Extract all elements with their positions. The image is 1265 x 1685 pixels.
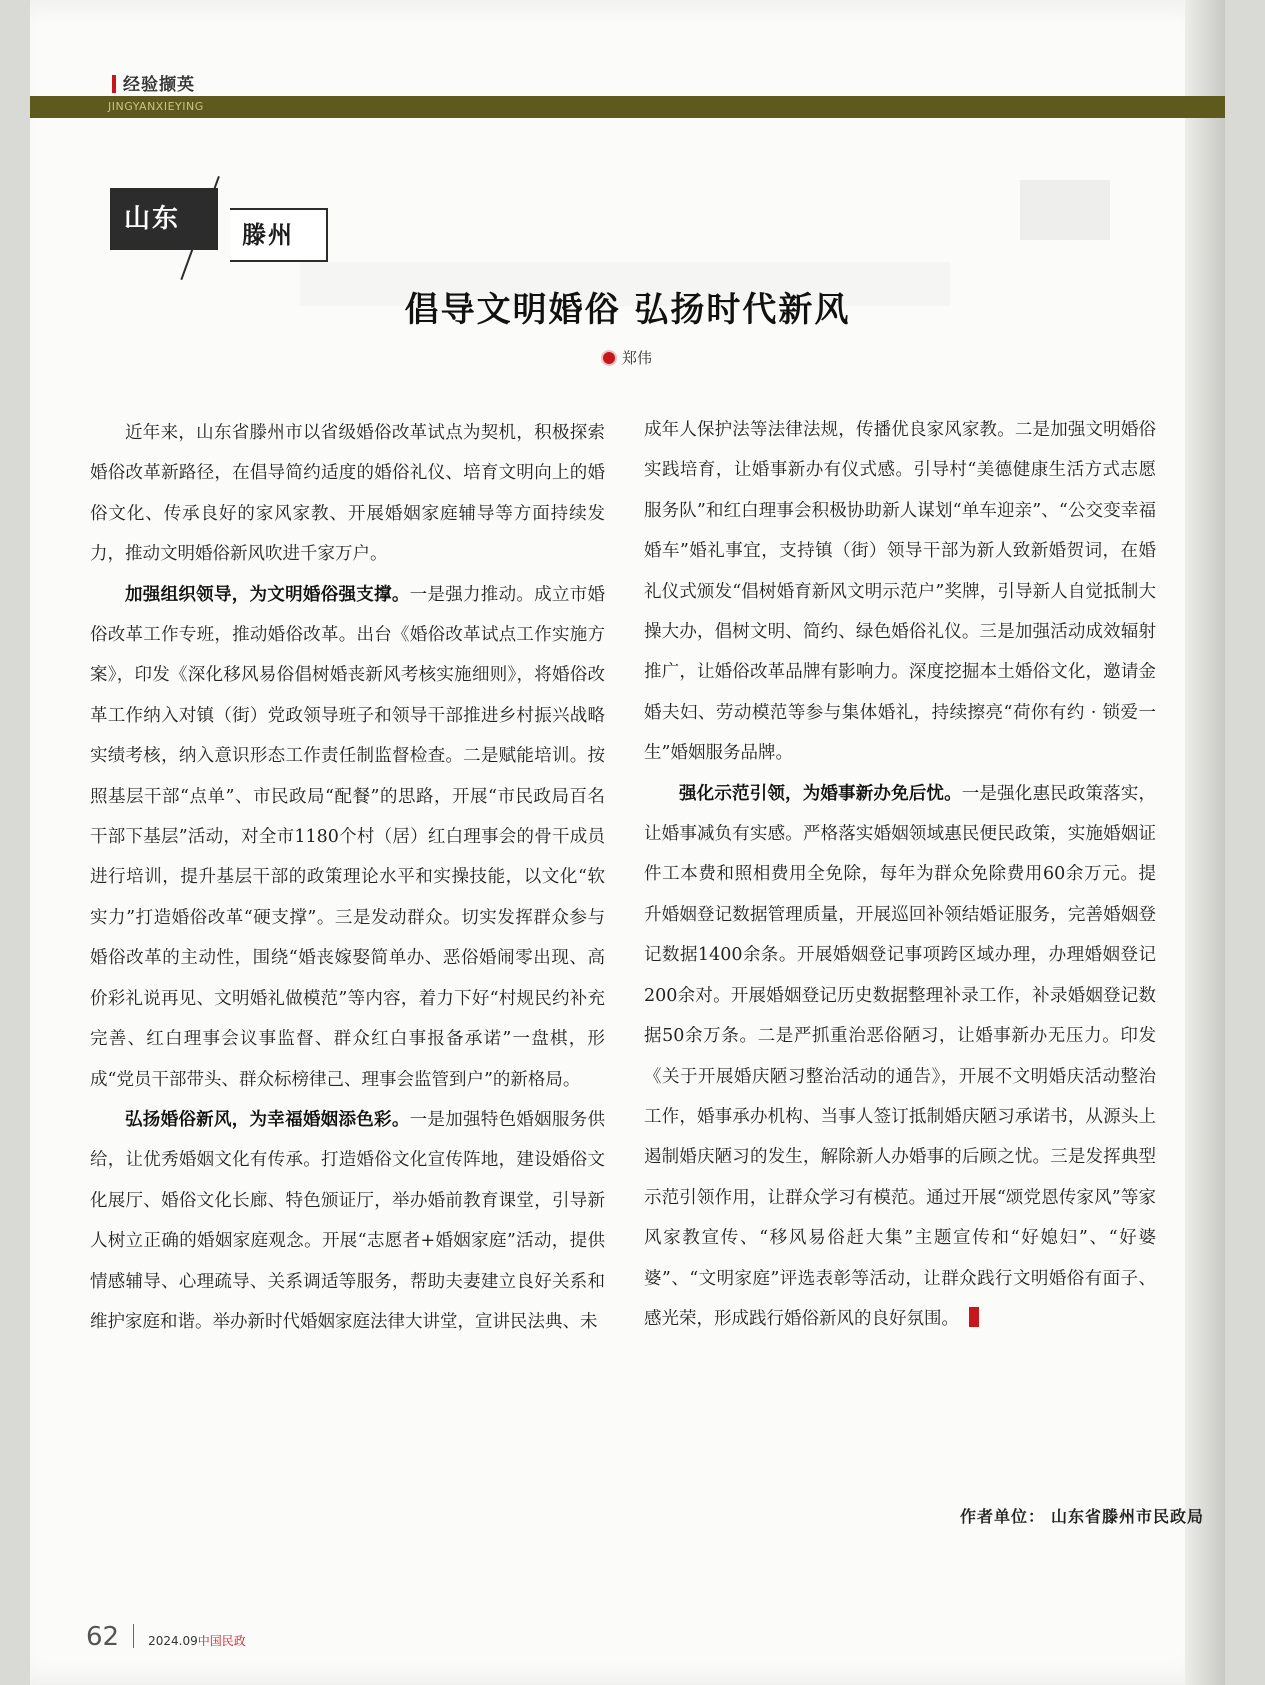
section-pinyin: JINGYANXIEYING	[108, 100, 204, 113]
paragraph-lead: 强化示范引领，为婚事新办免后忧。	[679, 783, 962, 804]
magazine-name: 中国民政	[197, 1634, 246, 1648]
left-column	[90, 413, 605, 1342]
author-affiliation	[810, 1504, 1210, 1527]
bleed-through-mark	[1020, 180, 1110, 240]
paragraph-body: 一是强化惠民政策落实，让婚事减负有实感。严格落实婚姻领域惠民便民政策，实施婚姻证件工本费和照相费用全免除，每年为群众免除费用60余万元。提升婚姻登记数据管理质量，开展巡回补领结婚证服务，完善婚姻登记数据1400余条。开展婚姻登记事项跨区域办理，办理婚姻登记200余对。开展婚姻登记历史数据整理补录工作，补录婚姻登记数据50余万条。二是严抓重治恶俗陋习，让婚事新办无压力。印发《关于开展婚庆陋习整治活动的通告》，开展不文明婚庆活动整治工作，婚事承办机构、当事人签订抵制婚庆陋习承诺书，从源头上遏制婚庆陋习的发生，解除新人办婚事的后顾之忧。三是发挥典型示范引领作用，让群众学习有模范。通过开展“颂党恩传家风”等家风家教宣传、“移风易俗赶大集”主题宣传和“好媳妇”、“好婆婆”、“文明家庭”评选表彰等活动，让群众践行文明婚俗有面子、感光荣，形成践行婚俗新风的良好氛围。	[644, 783, 1157, 1329]
section-label-text: 经验撷英	[123, 75, 195, 95]
magazine-page	[30, 0, 1225, 1685]
badge-province: 山东	[110, 188, 218, 250]
badge-city: 滕州	[230, 208, 328, 262]
section-marker	[112, 75, 116, 93]
paragraph	[90, 1100, 605, 1342]
issue-date: 2024.09	[148, 1634, 198, 1648]
page-footer	[86, 1622, 246, 1652]
paragraph-lead: 加强组织领导，为文明婚俗强支撑。	[125, 584, 410, 605]
article-author	[30, 347, 1225, 368]
author-bullet-icon	[603, 352, 615, 364]
paragraph: 近年来，山东省滕州市以省级婚俗改革试点为契机，积极探索婚俗改革新路径，在倡导简约适度的婚俗礼仪、培育文明向上的婚俗文化、传承良好的家风家教、开展婚姻家庭辅导等方面持续发力，推动文明婚俗新风吹进千家万户。	[90, 423, 605, 565]
page-number: 62	[86, 1622, 120, 1652]
footer-divider	[133, 1624, 134, 1648]
paragraph-lead: 弘扬婚俗新风，为幸福婚姻添色彩。	[125, 1109, 410, 1130]
page-edge	[1185, 0, 1225, 1685]
author-affiliation-value: 山东省滕州市民政局	[1050, 1507, 1204, 1526]
section-label	[112, 70, 195, 95]
header-band	[30, 96, 1225, 118]
paragraph-body: 一是强力推动。成立市婚俗改革工作专班，推动婚俗改革。出台《婚俗改革试点工作实施方案》，印发《深化移风易俗倡树婚丧新风考核实施细则》，将婚俗改革工作纳入对镇（街）党政领导班子和领导干部推进乡村振兴战略实绩考核，纳入意识形态工作责任制监督检查。二是赋能培训。按照基层干部“点单”、市民政局“配餐”的思路，开展“市民政局百名干部下基层”活动，对全市1180个村（居）红白理事会的骨干成员进行培训，提升基层干部的政策理论水平和实操技能，以文化“软实力”打造婚俗改革“硬支撑”。三是发动群众。切实发挥群众参与婚俗改革的主动性，围绕“婚丧嫁娶简单办、恶俗婚闹零出现、高价彩礼说再见、文明婚礼做模范”等内容，着力下好“村规民约补充完善、红白理事会议事监督、群众红白事报备承诺”一盘棋，形成“党员干部带头、群众标榜律己、理事会监管到户”的新格局。	[90, 584, 606, 1090]
author-affiliation-label: 作者单位：	[959, 1507, 1045, 1526]
paragraph	[90, 575, 605, 1100]
paragraph	[644, 774, 1156, 1340]
author-name: 郑伟	[621, 349, 652, 367]
article-title: 倡导文明婚俗 弘扬时代新风	[404, 290, 851, 330]
right-column	[644, 410, 1156, 1339]
paragraph-body: 一是加强特色婚姻服务供给，让优秀婚姻文化有传承。打造婚俗文化宣传阵地，建设婚俗文化展厅、婚俗文化长廊、特色颁证厅，举办婚前教育课堂，引导新人树立正确的婚姻家庭观念。开展“志愿者+婚姻家庭”活动，提供情感辅导、心理疏导、关系调适等服务，帮助夫妻建立良好关系和维护家庭和谐。举办新时代婚姻家庭法律大讲堂，宣讲民法典、未	[90, 1109, 606, 1332]
paragraph: 成年人保护法等法律法规，传播优良家风家教。二是加强文明婚俗实践培育，让婚事新办有仪式感。引导村“美德健康生活方式志愿服务队”和红白理事会积极协助新人谋划“单车迎亲”、“公交变幸福婚车”婚礼事宜，支持镇（街）领导干部为新人致新婚贺词，在婚礼仪式颁发“倡树婚育新风文明示范户”奖牌，引导新人自觉抵制大操大办，倡树文明、简约、绿色婚俗礼仪。三是加强活动成效辐射推广，让婚俗改革品牌有影响力。深度挖掘本土婚俗文化，邀请金婚夫妇、劳动模范等参与集体婚礼，持续擦亮“荷你有约 · 锁爱一生”婚姻服务品牌。	[644, 420, 1156, 764]
end-mark-icon	[969, 1307, 979, 1327]
